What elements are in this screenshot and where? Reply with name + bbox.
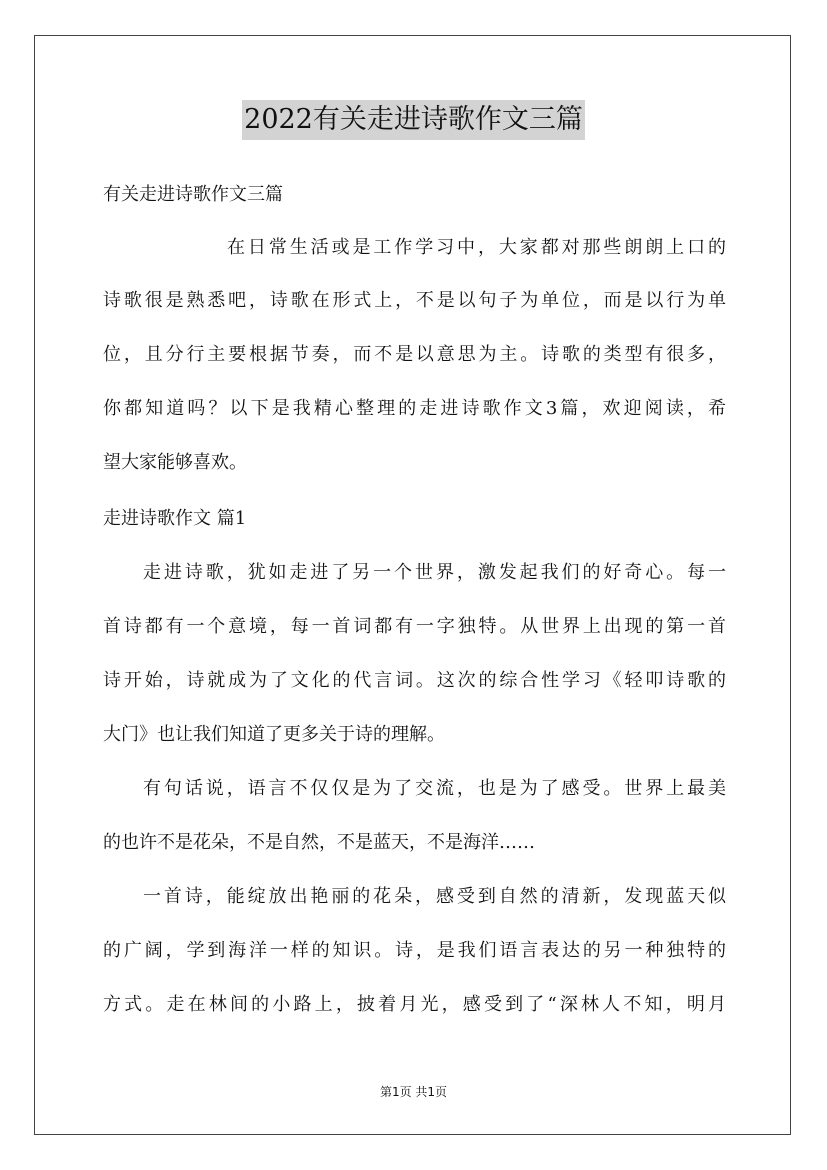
intro-line: 你都知道吗？以下是我精心整理的走进诗歌作文3篇，欢迎阅读，希 bbox=[103, 398, 726, 419]
paragraph-line: 的也许不是花朵，不是自然，不是蓝天，不是海洋…… bbox=[103, 832, 535, 853]
document-title-wrap bbox=[0, 100, 827, 140]
intro-line: 位，且分行主要根据节奏，而不是以意思为主。诗歌的类型有很多， bbox=[103, 344, 726, 365]
paragraph-line: 大门》也让我们知道了更多关于诗的理解。 bbox=[103, 724, 445, 745]
intro-line: 诗歌很是熟悉吧，诗歌在形式上，不是以句子为单位，而是以行为单 bbox=[103, 290, 726, 311]
document-title: 2022有关走进诗歌作文三篇 bbox=[242, 100, 585, 140]
page-footer: 第1页 共1页 bbox=[379, 1085, 448, 1099]
paragraph-line: 走进诗歌，犹如走进了另一个世界，激发起我们的好奇心。每一 bbox=[143, 562, 726, 583]
intro-line: 在日常生活或是工作学习中，大家都对那些朗朗上口的 bbox=[227, 237, 726, 258]
section-heading: 走进诗歌作文 篇1 bbox=[103, 508, 247, 529]
intro-line: 望大家能够喜欢。 bbox=[103, 452, 247, 473]
paragraph-line: 的广阔，学到海洋一样的知识。诗，是我们语言表达的另一种独特的 bbox=[103, 940, 726, 961]
paragraph-line: 首诗都有一个意境，每一首词都有一字独特。从世界上出现的第一首 bbox=[103, 616, 726, 637]
paragraph-line: 诗开始，诗就成为了文化的代言词。这次的综合性学习《轻叩诗歌的 bbox=[103, 670, 726, 691]
paragraph-line: 一首诗，能绽放出艳丽的花朵，感受到自然的清新，发现蓝天似 bbox=[143, 886, 726, 907]
document-subtitle: 有关走进诗歌作文三篇 bbox=[103, 184, 283, 205]
paragraph-line: 方式。走在林间的小路上，披着月光，感受到了“深林人不知，明月 bbox=[103, 994, 726, 1015]
paragraph-line: 有句话说，语言不仅仅是为了交流，也是为了感受。世界上最美 bbox=[143, 778, 726, 799]
